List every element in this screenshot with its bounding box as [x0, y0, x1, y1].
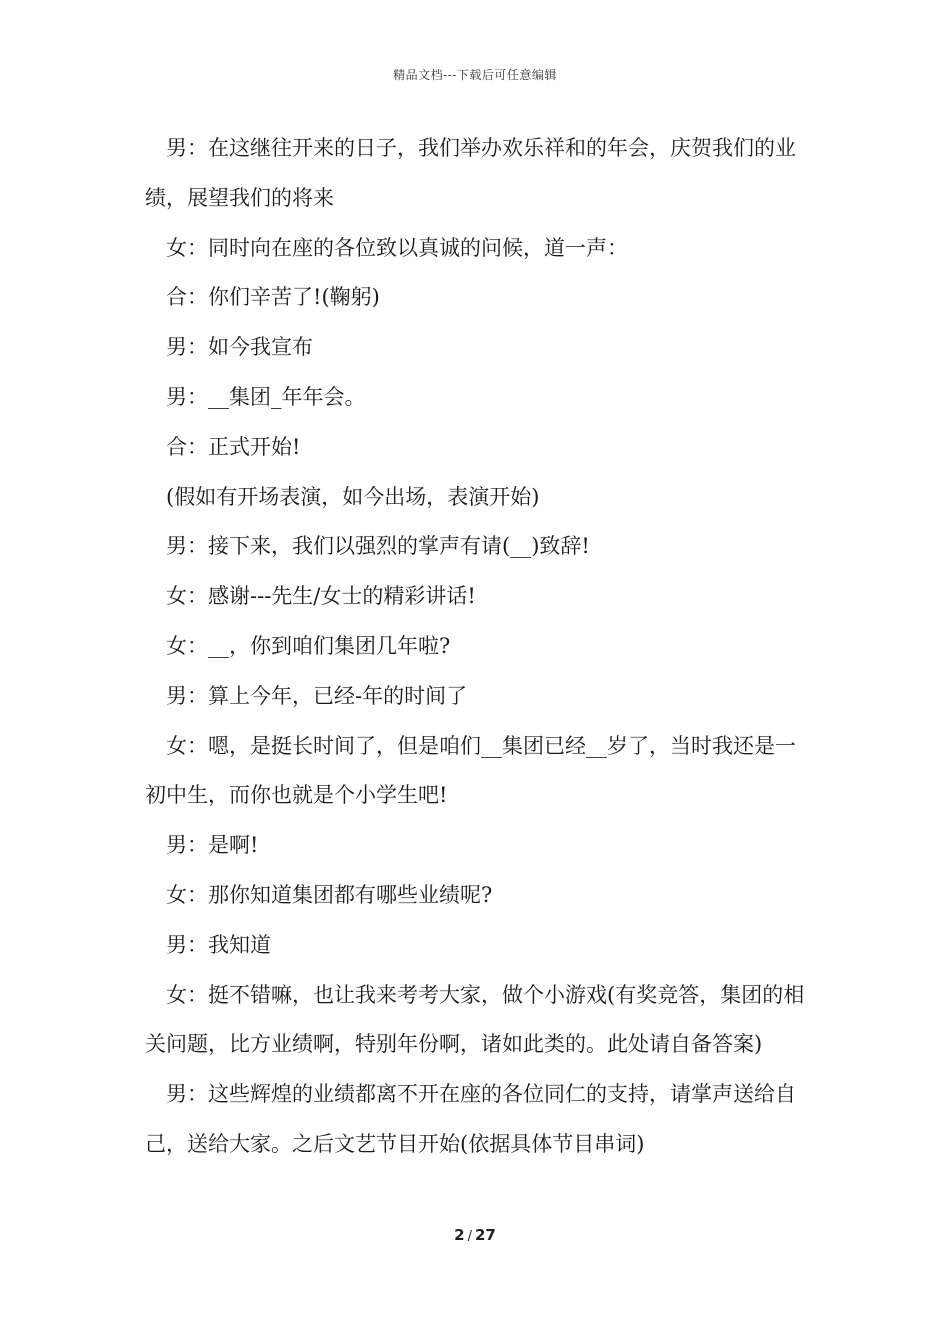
total-pages: 27 [474, 1226, 496, 1244]
document-body [145, 124, 807, 1170]
paragraph: 男：是啊! [166, 833, 259, 858]
current-page: 2 [454, 1226, 465, 1244]
paragraph: 合：你们辛苦了!(鞠躬) [166, 285, 380, 310]
paragraph: 女：同时向在座的各位致以真诚的问候，道一声： [166, 235, 628, 260]
paragraph: 男：这些辉煌的业绩都离不开在座的各位同仁的支持，请掌声送给自己，送给大家。之后文艺节目开始(依据具体节目串词) [145, 1082, 796, 1156]
paragraph: 女：挺不错嘛，也让我来考考大家，做个小游戏(有奖竞答，集团的相关问题，比方业绩啊，特别年份啊，诸如此类的。此处请自备答案) [145, 982, 805, 1057]
page-number [0, 1226, 950, 1244]
paragraph: 合：正式开始! [166, 434, 301, 459]
paragraph: 男：我知道 [166, 932, 271, 957]
page-separator: / [467, 1229, 472, 1244]
paragraph: 男：接下来，我们以强烈的掌声有请(__)致辞! [166, 534, 590, 559]
paragraph: (假如有开场表演，如今出场，表演开始) [166, 484, 540, 509]
paragraph: 女：__，你到咱们集团几年啦? [166, 633, 451, 658]
paragraph: 男：__集团_年年会。 [166, 384, 366, 409]
paragraph: 女：感谢---先生/女士的精彩讲话! [166, 584, 476, 609]
paragraph: 男：算上今年，已经-年的时间了 [166, 683, 468, 708]
paragraph: 男：如今我宣布 [166, 335, 313, 360]
paragraph: 男：在这继往开来的日子，我们举办欢乐祥和的年会，庆贺我们的业绩，展望我们的将来 [145, 136, 796, 210]
paragraph: 女：那你知道集团都有哪些业绩呢? [166, 882, 493, 907]
page-header: 精品文档---下载后可任意编辑 [393, 68, 557, 82]
paragraph: 女：嗯，是挺长时间了，但是咱们__集团已经__岁了，当时我还是一初中生，而你也就是个小学生吧! [145, 733, 796, 808]
